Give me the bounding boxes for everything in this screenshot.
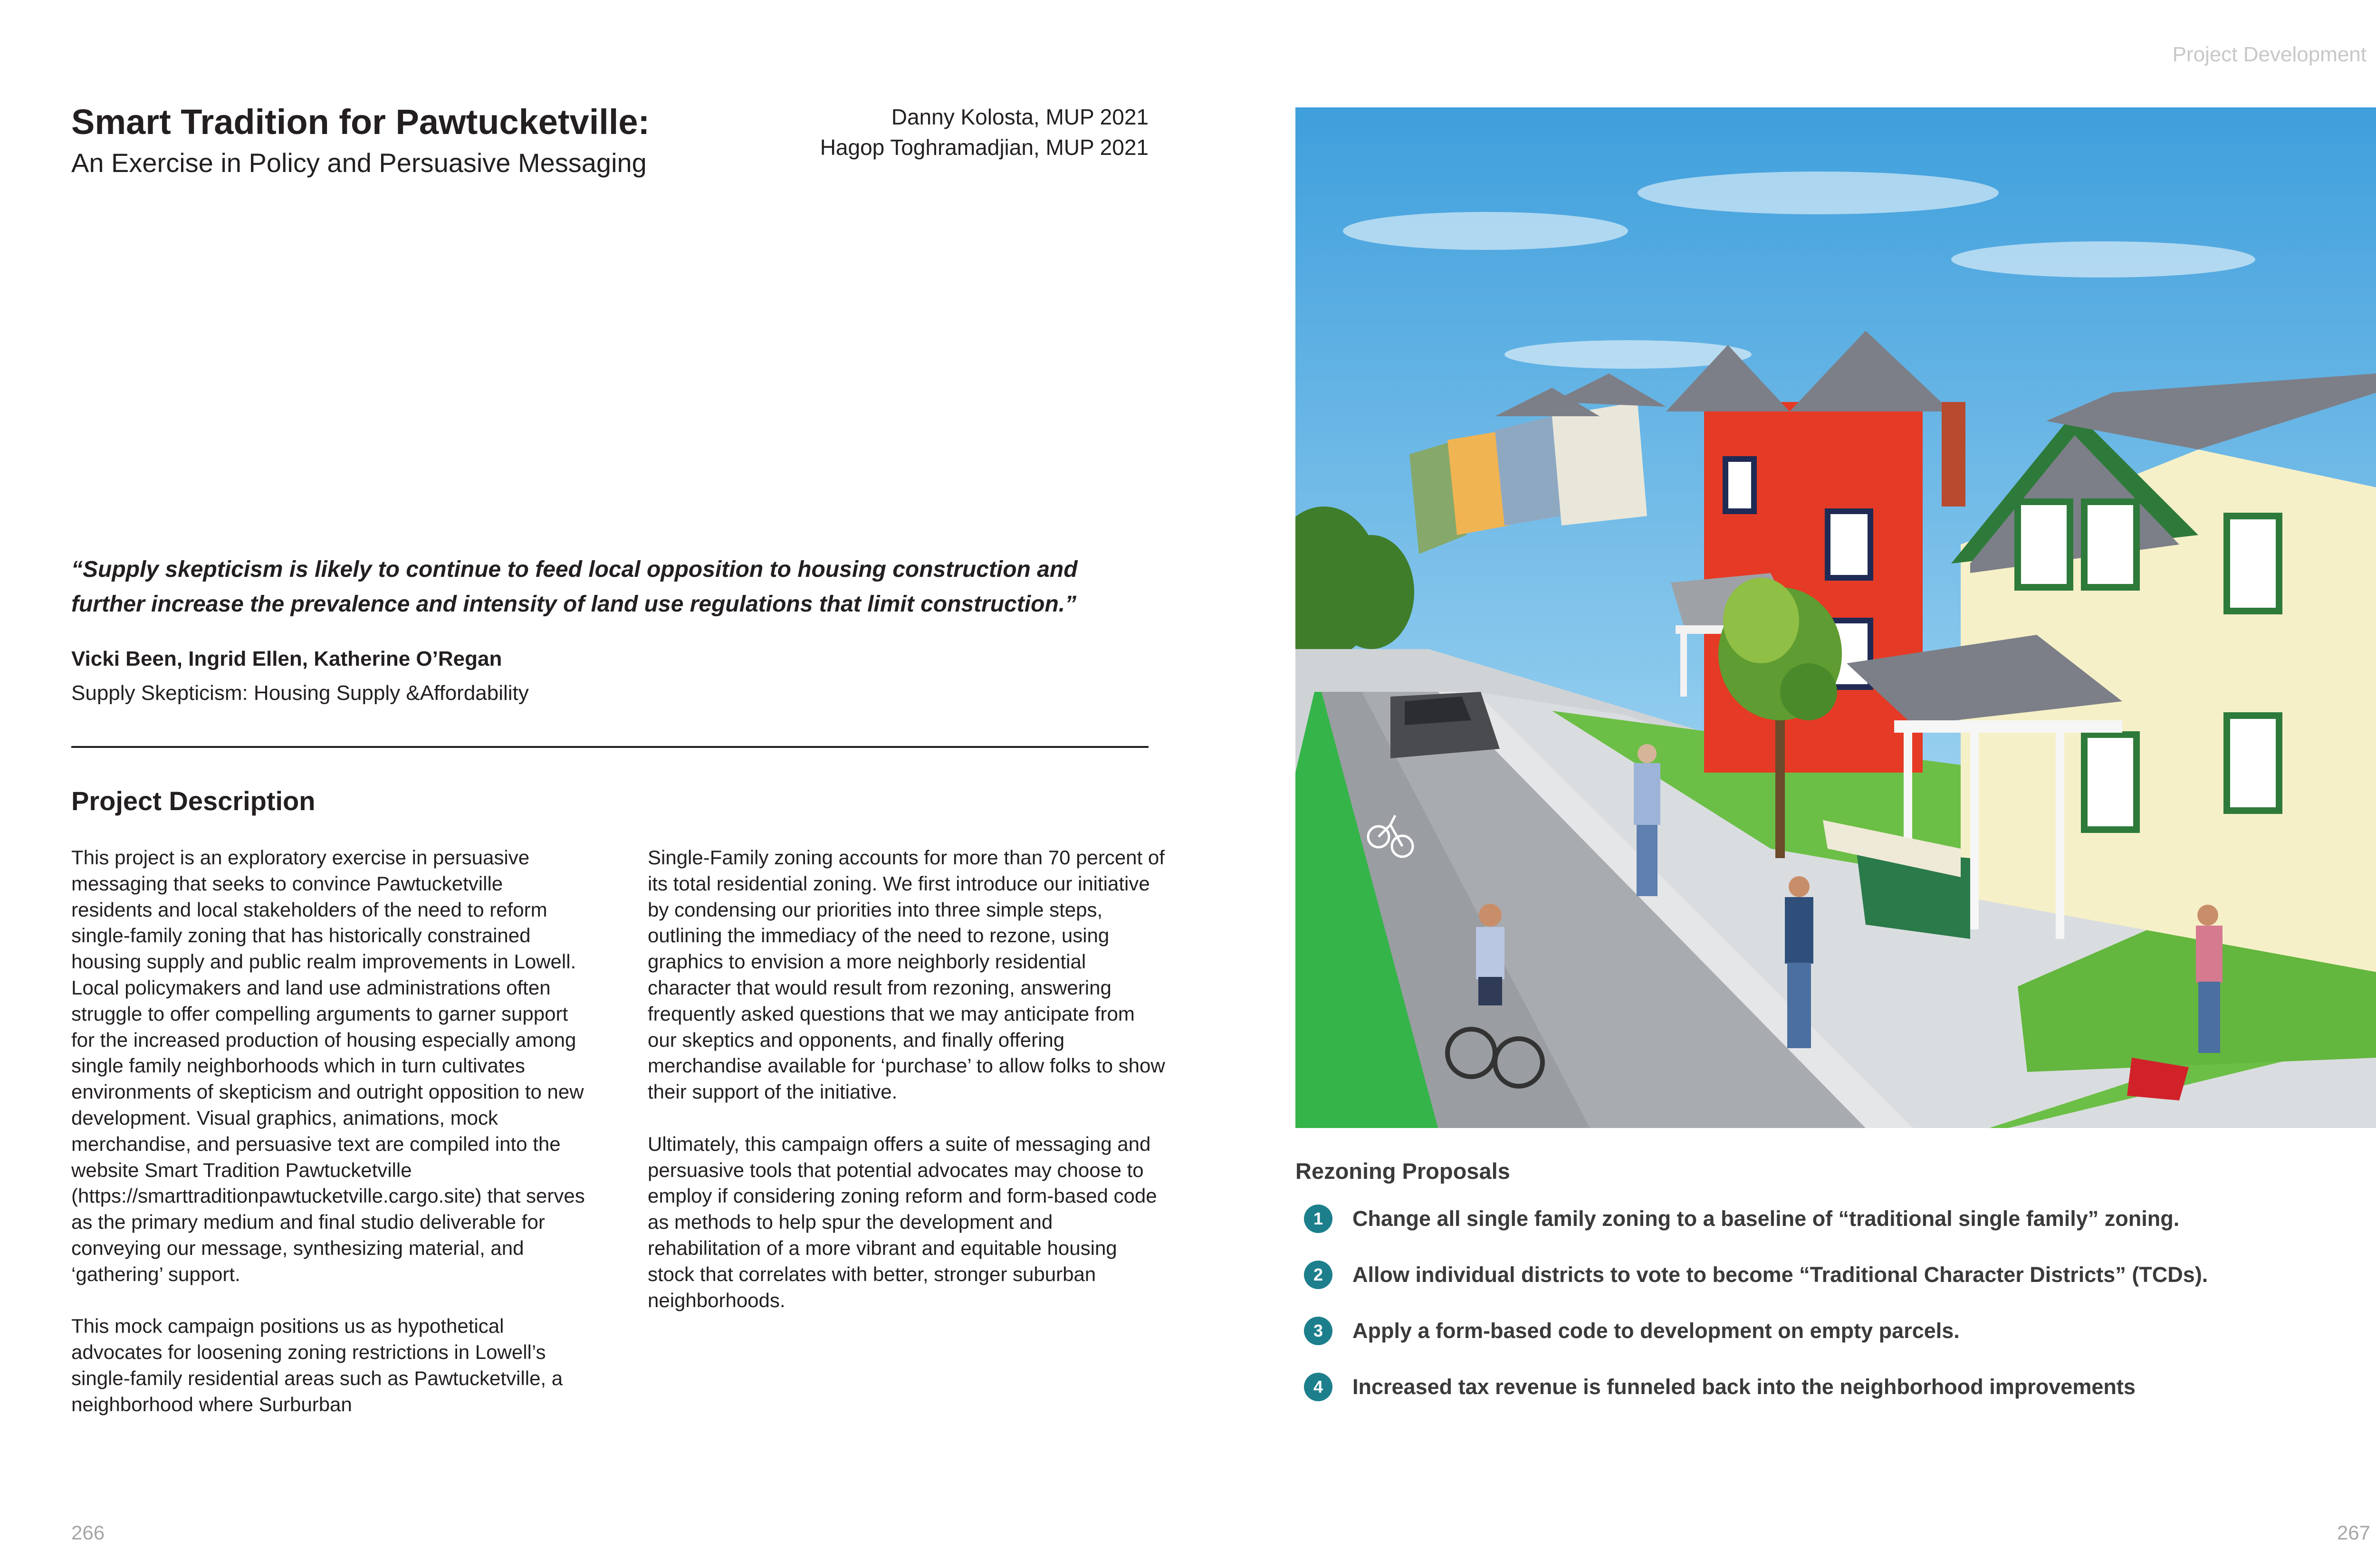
section-label: Project Development [2172, 43, 2366, 66]
number-badge: 3 [1304, 1317, 1332, 1345]
number-badge: 2 [1304, 1261, 1332, 1289]
list-item [1304, 1205, 2208, 1233]
description-column-1 [71, 845, 589, 1444]
page-title: Smart Tradition for Pawtucketville: [71, 102, 650, 142]
rezoning-proposals-list [1304, 1205, 2208, 1429]
quote-line: further increase the prevalence and intensity of land use regulations that limit construction.” [71, 592, 1077, 617]
rezoning-proposals-heading: Rezoning Proposals [1295, 1158, 1510, 1184]
page-number-right: 267 [2337, 1521, 2370, 1544]
street-illustration [1295, 107, 2376, 1128]
proposal-text: Change all single family zoning to a baseline of “traditional single family” zoning. [1352, 1206, 2180, 1231]
list-item [1304, 1317, 2208, 1345]
pull-quote [71, 552, 1164, 621]
author-name: Hagop Toghramadjian, MUP 2021 [820, 135, 1149, 160]
paragraph: Single-Family zoning accounts for more than 70 percent of its total residential zoning. We first introduce our initiative by condensing our priorities into three simple steps, outlining the immediacy of the need to rezone, using graphics to envision a more neighborly residential character that would result from rezoning, answering frequently asked questions that we may anticipate from our skeptics and opponents, and finally offering merchandise available for ‘purchase’ to allow folks to show their support of the initiative. [648, 846, 1165, 1103]
page-subtitle: An Exercise in Policy and Persuasive Messaging [71, 148, 647, 178]
project-description-heading: Project Description [71, 786, 316, 816]
list-item [1304, 1261, 2208, 1289]
proposal-text: Allow individual districts to vote to become “Traditional Character Districts” (TCDs). [1352, 1262, 2208, 1287]
divider-rule [71, 746, 1149, 748]
proposal-text: Increased tax revenue is funneled back into the neighborhood improvements [1352, 1375, 2136, 1399]
number-badge: 1 [1304, 1205, 1332, 1233]
number-badge: 4 [1304, 1373, 1332, 1401]
paragraph: Ultimately, this campaign offers a suite of messaging and persuasive tools that potential advocates may choose to employ if considering zoning reform and form-based code as methods to help spur the development and rehabilitation of a more vibrant and equitable housing stock that correlates with better, stronger suburban neighborhoods. [648, 1132, 1157, 1311]
quote-authors: Vicki Been, Ingrid Ellen, Katherine O’Regan [71, 647, 502, 670]
author-list [820, 102, 1149, 163]
author-name: Danny Kolosta, MUP 2021 [891, 105, 1149, 129]
quote-source: Supply Skepticism: Housing Supply &Affordability [71, 681, 529, 705]
paragraph: This project is an exploratory exercise in persuasive messaging that seeks to convince Pawtucketville residents and local stakeholders of the need to reform single-family zoning that has historically constrained housing supply and public realm improvements in Lowell. Local policymakers and land use administrations often struggle to offer compelling arguments to garner support for the increased production of housing especially among single family neighborhoods which in turn cultivates environments of skepticism and outright opposition to new development. Visual graphics, animations, mock merchandise, and persuasive text are compiled into the website Smart Tradition Pawtucketville (https://smarttraditionpawtucketville.cargo.site) that serves as the primary medium and final studio deliverable for conveying our message, synthesizing material, and ‘gathering’ support. [71, 846, 585, 1285]
description-column-2 [648, 845, 1166, 1339]
quote-line: “Supply skepticism is likely to continue to feed local opposition to housing construction and [71, 557, 1078, 582]
list-item [1304, 1373, 2208, 1401]
proposal-text: Apply a form-based code to development on empty parcels. [1352, 1319, 1960, 1343]
paragraph: This mock campaign positions us as hypothetical advocates for loosening zoning restrictions in Lowell’s single-family residential areas such as Pawtucketville, a neighborhood where Surburban [71, 1315, 563, 1415]
page-number-left: 266 [71, 1521, 105, 1544]
